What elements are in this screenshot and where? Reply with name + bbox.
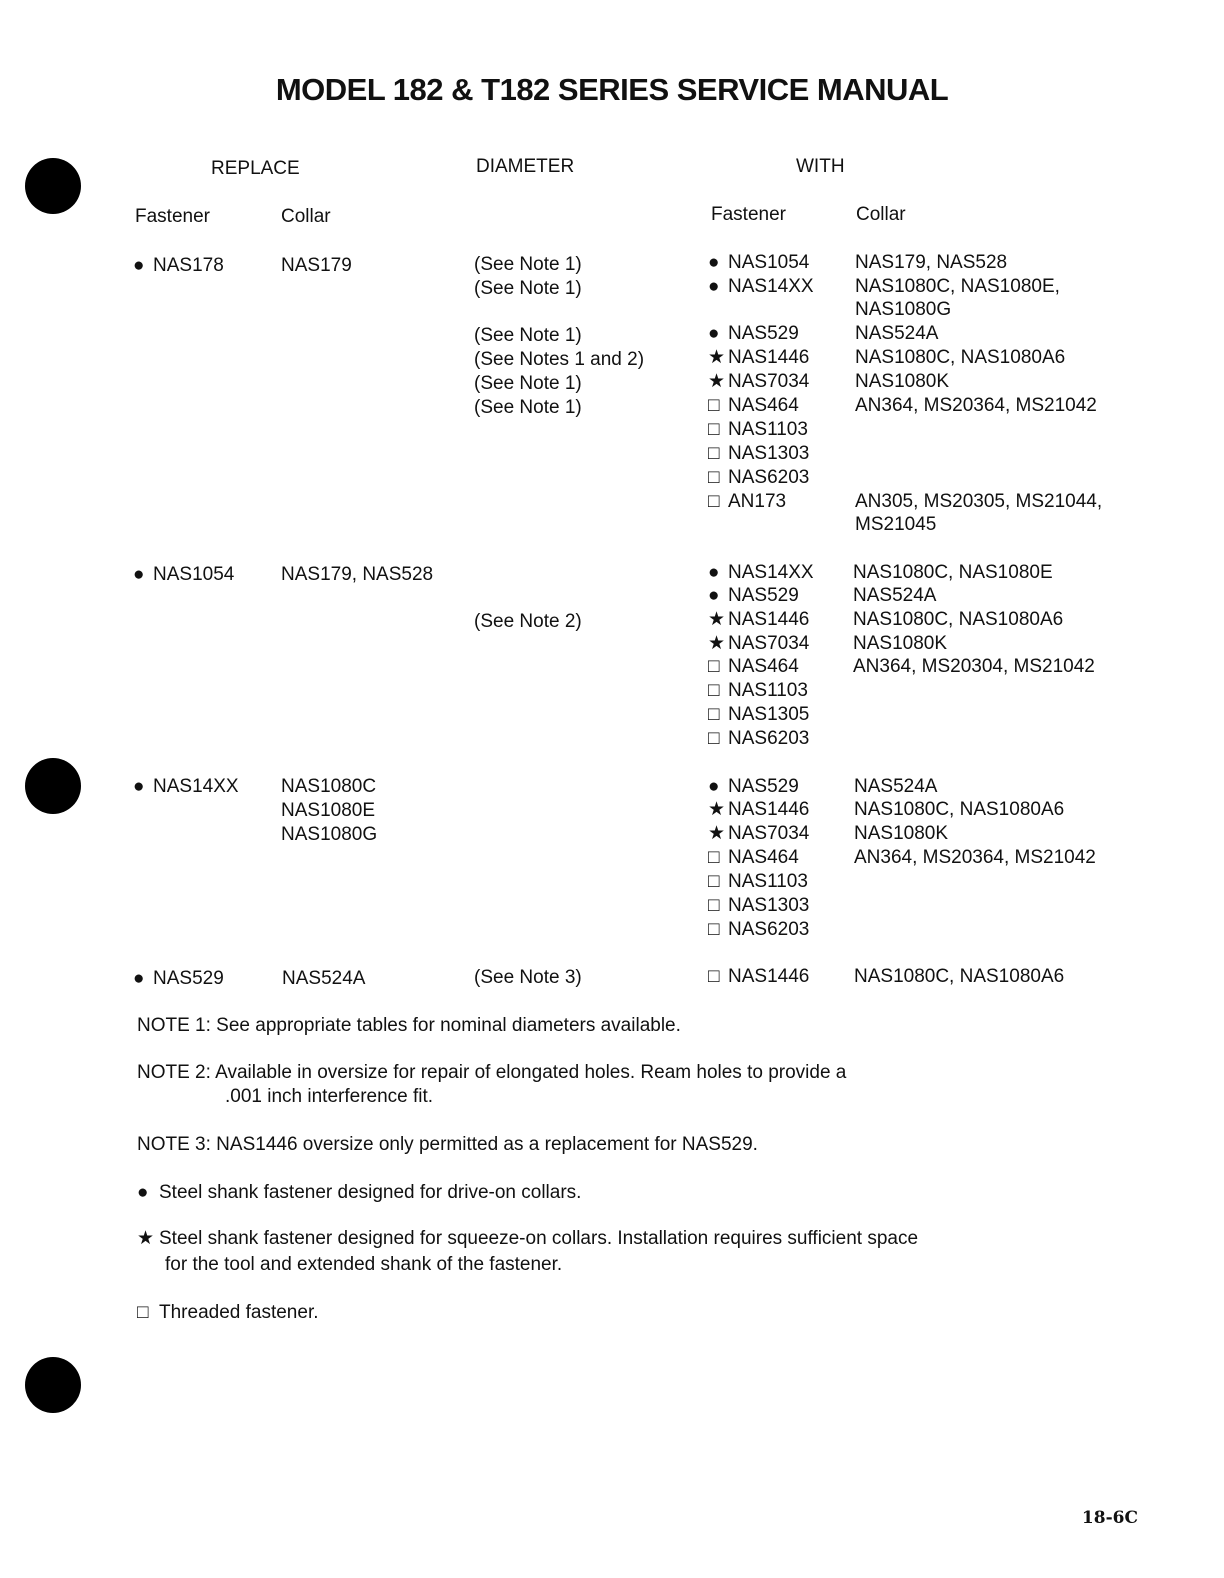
note-1: NOTE 1: See appropriate tables for nominal diameters available.: [137, 1015, 681, 1036]
with-collar: AN364, MS20364, MS21042: [855, 395, 1097, 416]
page-number: 18-6C: [1081, 1508, 1138, 1528]
table-row-fastener: [133, 775, 239, 799]
with-collar: NAS1080C, NAS1080A6: [853, 609, 1064, 630]
table-row-collar: NAS524A: [282, 968, 366, 989]
with-fastener: □ NAS6203: [708, 728, 810, 749]
with-fastener: □ NAS464: [708, 395, 799, 416]
note-2: [137, 1061, 1097, 1109]
with-collar: NAS1080C, NAS1080A6: [855, 347, 1066, 368]
star-symbol: ★: [708, 633, 726, 654]
with-fastener: ★ NAS7034: [708, 823, 810, 844]
with-collar: NAS1080G: [855, 299, 952, 320]
dot-symbol: ●: [708, 585, 720, 606]
note-2-line-2: .001 inch interference fit.: [225, 1086, 434, 1107]
with-collar: NAS1080C, NAS1080E,: [855, 276, 1060, 297]
with-fastener: ★ NAS1446: [708, 347, 810, 368]
with-collar: NAS524A: [855, 323, 939, 344]
note-2-line-1: NOTE 2: Available in oversize for repair of elongated holes. Ream holes to provide a: [137, 1062, 847, 1083]
header-diameter: DIAMETER: [476, 156, 575, 177]
header-with: WITH: [796, 156, 845, 177]
fastener-code: NAS14XX: [153, 776, 239, 797]
table-row-collar: NAS1080G: [281, 824, 378, 845]
with-collar: NAS524A: [853, 585, 937, 606]
diameter-note: (See Note 1): [474, 278, 582, 299]
with-fastener: ● NAS529: [708, 585, 799, 606]
fastener-code: NAS178: [153, 255, 224, 276]
with-fastener: ★ NAS1446: [708, 609, 810, 630]
diameter-note: (See Notes 1 and 2): [474, 349, 645, 370]
square-symbol: □: [708, 919, 720, 940]
fastener-code: NAS529: [153, 968, 224, 989]
with-fastener: ● NAS14XX: [708, 562, 814, 583]
dot-symbol: ●: [133, 968, 145, 989]
with-collar: AN305, MS20305, MS21044,: [855, 491, 1103, 512]
header-replace: REPLACE: [211, 158, 300, 179]
diameter-note: (See Note 1): [474, 254, 582, 275]
star-symbol: ★: [708, 371, 726, 392]
dot-symbol: ●: [708, 562, 720, 583]
with-fastener: ● NAS1054: [708, 252, 810, 273]
table-row-collar: NAS1080E: [281, 800, 376, 821]
with-fastener: ● NAS14XX: [708, 276, 814, 297]
square-symbol: □: [708, 656, 720, 677]
with-fastener: □ NAS1103: [708, 419, 808, 440]
with-fastener: ★ NAS7034: [708, 371, 810, 392]
square-symbol: □: [708, 895, 720, 916]
square-symbol: □: [708, 704, 720, 725]
square-symbol: □: [708, 491, 720, 512]
with-fastener: □ NAS464: [708, 656, 799, 677]
with-collar: NAS524A: [854, 776, 938, 797]
square-symbol: □: [708, 680, 720, 701]
with-fastener: □ NAS6203: [708, 919, 810, 940]
with-collar: AN364, MS20304, MS21042: [853, 656, 1095, 677]
with-fastener: ● NAS529: [708, 776, 799, 797]
dot-symbol: ●: [708, 252, 720, 273]
with-fastener: □ NAS1103: [708, 871, 808, 892]
with-fastener: □ NAS6203: [708, 467, 810, 488]
square-symbol: □: [708, 467, 720, 488]
fastener-code: NAS1054: [153, 564, 235, 585]
square-symbol: □: [708, 966, 720, 987]
square-symbol: □: [708, 443, 720, 464]
square-symbol: □: [137, 1302, 149, 1323]
square-symbol: □: [708, 728, 720, 749]
with-fastener: □ NAS464: [708, 847, 799, 868]
with-collar: NAS1080C, NAS1080A6: [854, 799, 1065, 820]
with-fastener: ● NAS529: [708, 323, 799, 344]
subheader-replace-fastener: Fastener: [135, 206, 210, 227]
diameter-note: (See Note 1): [474, 325, 582, 346]
with-collar: NAS179, NAS528: [855, 252, 1008, 273]
with-collar: AN364, MS20364, MS21042: [854, 847, 1096, 868]
with-collar: NAS1080K: [855, 371, 950, 392]
subheader-replace-collar: Collar: [281, 206, 331, 227]
dot-symbol: ●: [137, 1182, 149, 1203]
with-collar: MS21045: [855, 514, 937, 535]
binder-hole-middle: [25, 758, 81, 814]
dot-symbol: ●: [133, 255, 145, 276]
dot-symbol: ●: [708, 776, 720, 797]
star-symbol: ★: [137, 1228, 155, 1249]
legend-squeeze-on: ★ Steel shank fastener designed for squeeze-on collars. Installation requires sufficient space for the tool and extended shank of the fastener.: [137, 1228, 919, 1275]
star-symbol: ★: [708, 609, 726, 630]
with-fastener: □ NAS1303: [708, 895, 810, 916]
dot-symbol: ●: [133, 564, 145, 585]
with-fastener: □ NAS1303: [708, 443, 810, 464]
with-fastener: ★ NAS1446: [708, 799, 810, 820]
with-fastener: □ AN173: [708, 491, 787, 512]
dot-symbol: ●: [133, 776, 145, 797]
with-collar: NAS1080C, NAS1080E: [853, 562, 1053, 583]
dot-symbol: ●: [708, 276, 720, 297]
with-collar: NAS1080K: [854, 823, 949, 844]
star-symbol: ★: [708, 799, 726, 820]
diameter-note: (See Note 1): [474, 373, 582, 394]
with-collar: NAS1080K: [853, 633, 948, 654]
square-symbol: □: [708, 395, 720, 416]
subheader-with-collar: Collar: [856, 204, 906, 225]
with-fastener: □ NAS1103: [708, 680, 808, 701]
table-row-collar: NAS179, NAS528: [281, 564, 434, 585]
diameter-note: (See Note 1): [474, 397, 582, 418]
legend-threaded: □ Threaded fastener.: [137, 1300, 1097, 1326]
with-fastener: ★ NAS7034: [708, 633, 810, 654]
table-row-collar: NAS1080C: [281, 776, 377, 797]
with-fastener: □ NAS1446: [708, 966, 810, 987]
note-3: NOTE 3: NAS1446 oversize only permitted as a replacement for NAS529.: [137, 1134, 758, 1155]
dot-symbol: ●: [708, 323, 720, 344]
legend-drive-on: ● Steel shank fastener designed for drive-on collars.: [137, 1180, 1097, 1206]
with-collar: NAS1080C, NAS1080A6: [854, 966, 1065, 987]
table-row-collar: NAS179: [281, 255, 352, 276]
star-symbol: ★: [708, 823, 726, 844]
table-row-fastener: [133, 254, 224, 278]
table-row-fastener: [133, 967, 224, 991]
binder-hole-bottom: [25, 1357, 81, 1413]
square-symbol: □: [708, 871, 720, 892]
square-symbol: □: [708, 419, 720, 440]
diameter-note: (See Note 3): [474, 967, 582, 988]
page-title: MODEL 182 & T182 SERIES SERVICE MANUAL: [275, 72, 949, 107]
with-fastener: □ NAS1305: [708, 704, 810, 725]
star-symbol: ★: [708, 347, 726, 368]
diameter-note: (See Note 2): [474, 611, 582, 632]
table-row-fastener: [133, 563, 234, 587]
square-symbol: □: [708, 847, 720, 868]
binder-hole-top: [25, 158, 81, 214]
subheader-with-fastener: Fastener: [711, 204, 786, 225]
